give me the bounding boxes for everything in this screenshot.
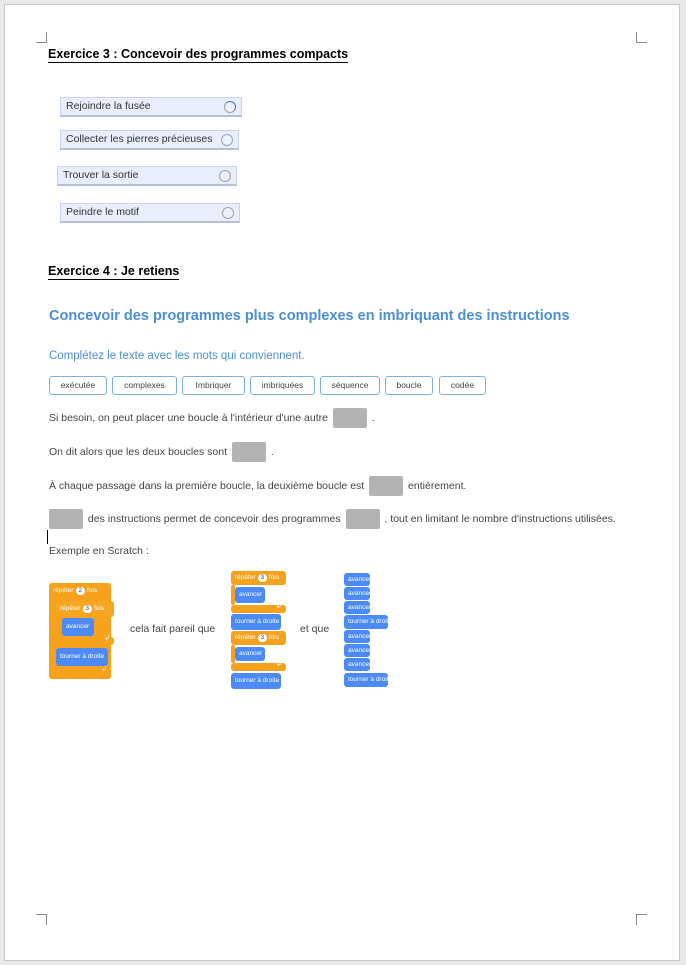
- loop-arrow-icon: ↲: [101, 666, 107, 673]
- loop-arrow-icon: ↲: [276, 661, 282, 668]
- crop-mark-bottom-left: [36, 914, 47, 925]
- connector-text-1: cela fait pareil que: [130, 623, 216, 635]
- task-label: Peindre le motif: [66, 206, 139, 218]
- word-chip[interactable]: Imbriquer: [182, 376, 245, 395]
- loading-spinner-icon: [224, 101, 236, 113]
- move-block[interactable]: avancer: [235, 647, 265, 661]
- task-label: Trouver la sortie: [63, 169, 139, 181]
- move-block[interactable]: avancer: [235, 587, 265, 603]
- crop-mark-bottom-right: [636, 914, 647, 925]
- drop-blank[interactable]: [333, 408, 367, 428]
- task-join-rocket[interactable]: [60, 97, 242, 117]
- turn-right-block[interactable]: tourner à droite: [231, 614, 281, 630]
- count-input[interactable]: 3: [258, 574, 267, 582]
- task-paint-pattern[interactable]: [60, 203, 240, 223]
- repeat-outer-footer: [49, 668, 111, 676]
- word-chip[interactable]: imbriquées: [250, 376, 315, 395]
- section-heading: Concevoir des programmes plus complexes en imbriquant des instructions: [49, 308, 570, 324]
- move-block[interactable]: avancer: [344, 644, 370, 657]
- drop-blank[interactable]: [232, 442, 266, 462]
- status-circle-icon: [221, 134, 233, 146]
- turn-right-block[interactable]: tourner à droite: [56, 648, 108, 666]
- turn-right-block[interactable]: tourner à droite: [344, 673, 388, 687]
- exercise-4-title: Exercice 4 : Je retiens: [48, 264, 180, 278]
- connector-text-2: et que: [300, 623, 330, 635]
- word-chip[interactable]: exécutée: [49, 376, 107, 395]
- task-label: Collecter les pierres précieuses: [66, 133, 213, 145]
- sentence-1: Si besoin, on peut placer une boucle à l'intérieur d'une autre .: [49, 408, 375, 428]
- repeat-header: répéter 3 fois: [231, 571, 286, 585]
- loop-arrow-icon: ↲: [276, 603, 282, 610]
- count-input[interactable]: 3: [258, 634, 267, 642]
- move-block[interactable]: avancer: [344, 573, 370, 586]
- instruction-text: Complétez le texte avec les mots qui conviennent.: [49, 350, 305, 362]
- move-block[interactable]: avancer: [344, 630, 370, 643]
- move-block[interactable]: avancer: [344, 587, 370, 600]
- sentence-3: À chaque passage dans la première boucle, la deuxième boucle est entièrement.: [49, 476, 466, 496]
- status-circle-icon: [222, 207, 234, 219]
- repeat-header-inner: répéter 3 fois: [56, 601, 114, 617]
- text-cursor: [47, 530, 48, 544]
- exercise-3-title: Exercice 3 : Concevoir des programmes compacts: [48, 47, 349, 61]
- repeat-inner-footer: [56, 637, 114, 645]
- crop-mark-top-left: [36, 32, 47, 43]
- word-chip[interactable]: complexes: [112, 376, 177, 395]
- sentence-2: On dit alors que les deux boucles sont .: [49, 442, 274, 462]
- task-label: Rejoindre la fusée: [66, 100, 151, 112]
- task-find-exit[interactable]: [57, 166, 237, 186]
- word-chip[interactable]: codée: [439, 376, 486, 395]
- task-collect-gems[interactable]: [60, 130, 239, 150]
- drop-blank[interactable]: [346, 509, 380, 529]
- word-chip[interactable]: séquence: [320, 376, 380, 395]
- turn-right-block[interactable]: tourner à droite: [231, 673, 281, 689]
- drop-blank[interactable]: [369, 476, 403, 496]
- count-input[interactable]: 3: [83, 605, 92, 613]
- repeat-footer: [231, 663, 286, 671]
- crop-mark-top-right: [636, 32, 647, 43]
- example-label: Exemple en Scratch :: [49, 545, 149, 557]
- repeat-header: répéter 2 fois: [49, 583, 111, 599]
- count-input[interactable]: 2: [76, 587, 85, 595]
- status-circle-icon: [219, 170, 231, 182]
- move-block[interactable]: avancer: [62, 618, 94, 636]
- move-block[interactable]: avancer: [344, 658, 370, 671]
- sentence-4: des instructions permet de concevoir des programmes , tout en limitant le nombre d'instructions utilisées.: [49, 509, 616, 529]
- drop-blank[interactable]: [49, 509, 83, 529]
- repeat-header: répéter 3 fois: [231, 631, 286, 645]
- word-chip[interactable]: boucle: [385, 376, 433, 395]
- move-block[interactable]: avancer: [344, 601, 370, 614]
- repeat-footer: [231, 605, 286, 613]
- turn-right-block[interactable]: tourner à droite: [344, 615, 388, 629]
- loop-arrow-icon: ↲: [104, 635, 110, 642]
